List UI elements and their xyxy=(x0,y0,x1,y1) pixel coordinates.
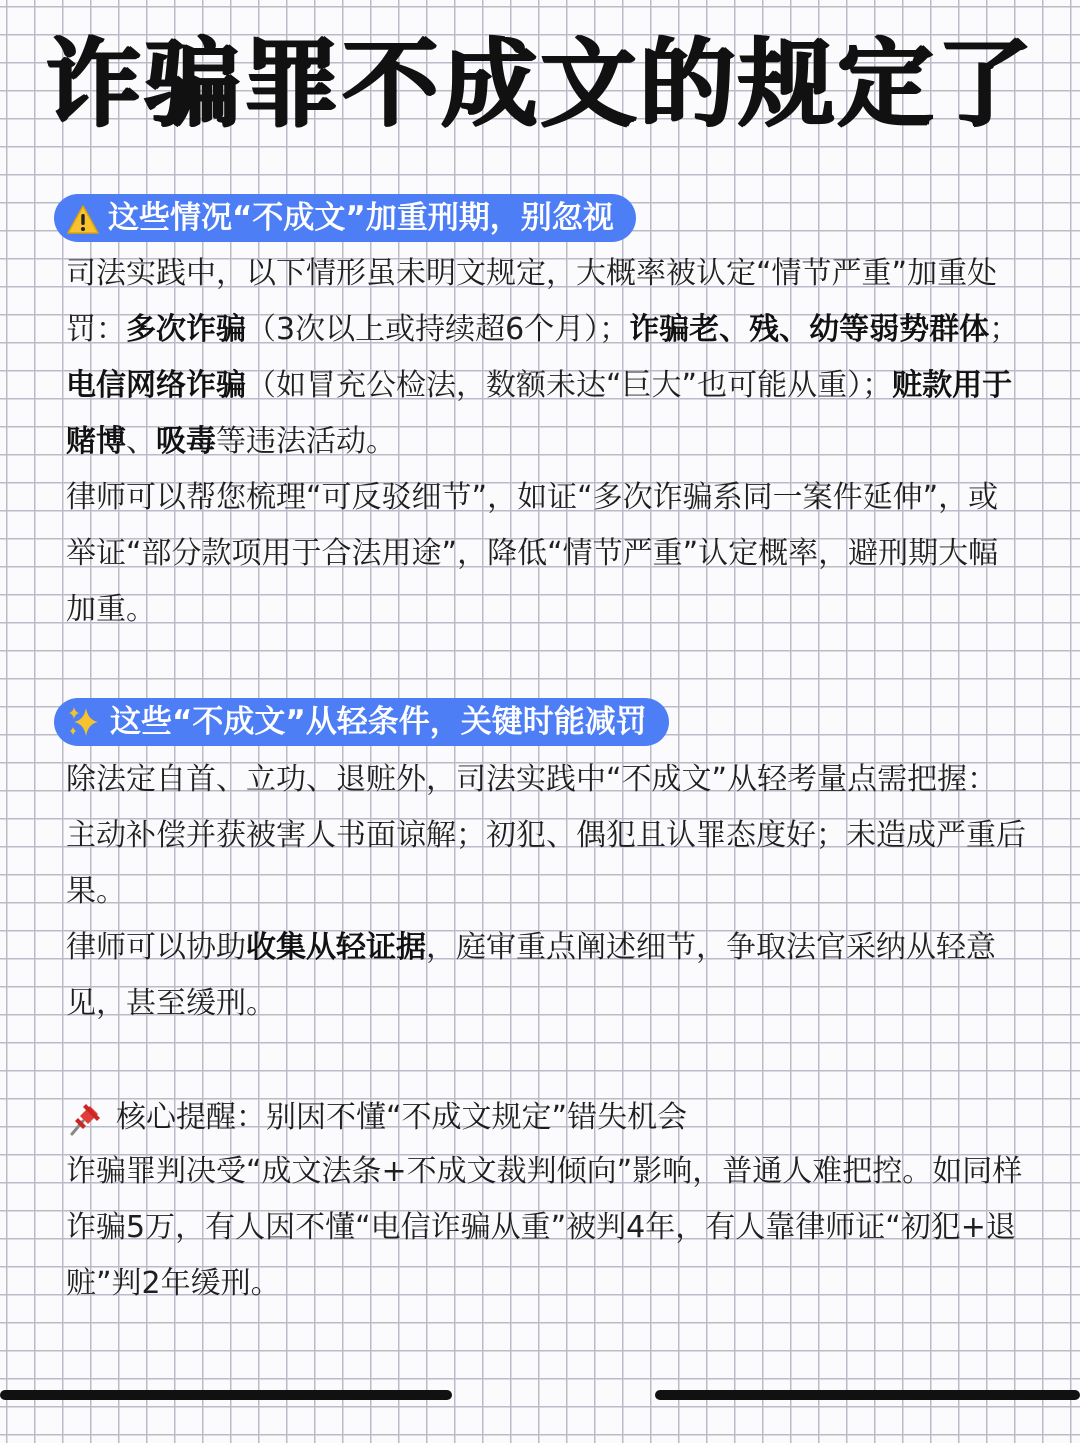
bold-text: 收集从轻证据 xyxy=(246,930,426,965)
section-body-mitigating xyxy=(66,752,1026,1032)
page-title: 诈骗罪不成文的规定了 xyxy=(45,28,1035,140)
section-heading-text: 核心提醒：别因不懂“不成文规定”错失机会 xyxy=(116,1100,688,1135)
text-span: 司法实践中，以下情形虽未明文规定，大概率被认定“情节严重”加重处罚： xyxy=(66,256,998,347)
text-span: 律师可以协助 xyxy=(66,930,246,965)
paragraph: 律师可以帮您梳理“可反驳细节”，如证“多次诈骗系同一案件延伸”，或举证“部分款项用于合法用途”，降低“情节严重”认定概率，避刑期大幅加重。 xyxy=(66,480,999,627)
divider-left xyxy=(0,1390,452,1400)
sparkles-icon xyxy=(66,704,102,740)
section-heading-text: 这些“不成文”从轻条件，关键时能减罚 xyxy=(110,704,647,740)
text-span: （3次以上或持续超6个月）； xyxy=(246,312,630,347)
paragraph xyxy=(66,920,1026,1032)
section-body-reminder xyxy=(66,1144,1026,1312)
bold-text: 吸毒 xyxy=(156,424,216,459)
paragraph: 诈骗罪判决受“成文法条+不成文裁判倾向”影响，普通人难把控。如同样诈骗5万，有人因不懂“电信诈骗从重”被判4年，有人靠律师证“初犯+退赃”判2年缓刑。 xyxy=(66,1154,1023,1301)
text-span: （如冒充公检法，数额未达“巨大”也可能从重）； xyxy=(246,368,893,403)
bold-text: 多次诈骗 xyxy=(126,312,246,347)
paragraph: 除法定自首、立功、退赃外，司法实践中“不成文”从轻考量点需把握：主动补偿并获被害人书面谅解；初犯、偶犯且认罪态度好；未造成严重后果。 xyxy=(66,762,1026,909)
section-heading-reminder xyxy=(66,1090,687,1146)
text-span: ，庭审重点阐述细节，争取法官采纳从轻意见，甚至缓刑。 xyxy=(66,930,996,1021)
section-body-aggravating xyxy=(66,246,1026,638)
section-heading-mitigating xyxy=(54,698,669,746)
bold-text: 赃款用于赌博 xyxy=(66,368,1013,459)
section-heading-text: 这些情况“不成文”加重刑期，别忽视 xyxy=(108,200,614,236)
bold-text: 诈骗老、残、幼等弱势群体 xyxy=(629,312,990,347)
bold-text: 电信网络诈骗 xyxy=(66,368,246,403)
warning-icon xyxy=(66,202,100,234)
divider-right xyxy=(655,1390,1080,1400)
paragraph xyxy=(66,246,1026,470)
text-span: 、 xyxy=(126,424,156,459)
text-span: ； xyxy=(989,312,1020,347)
pushpin-icon xyxy=(66,1098,106,1138)
text-span: 等违法活动。 xyxy=(216,424,396,459)
section-heading-aggravating xyxy=(54,194,636,242)
